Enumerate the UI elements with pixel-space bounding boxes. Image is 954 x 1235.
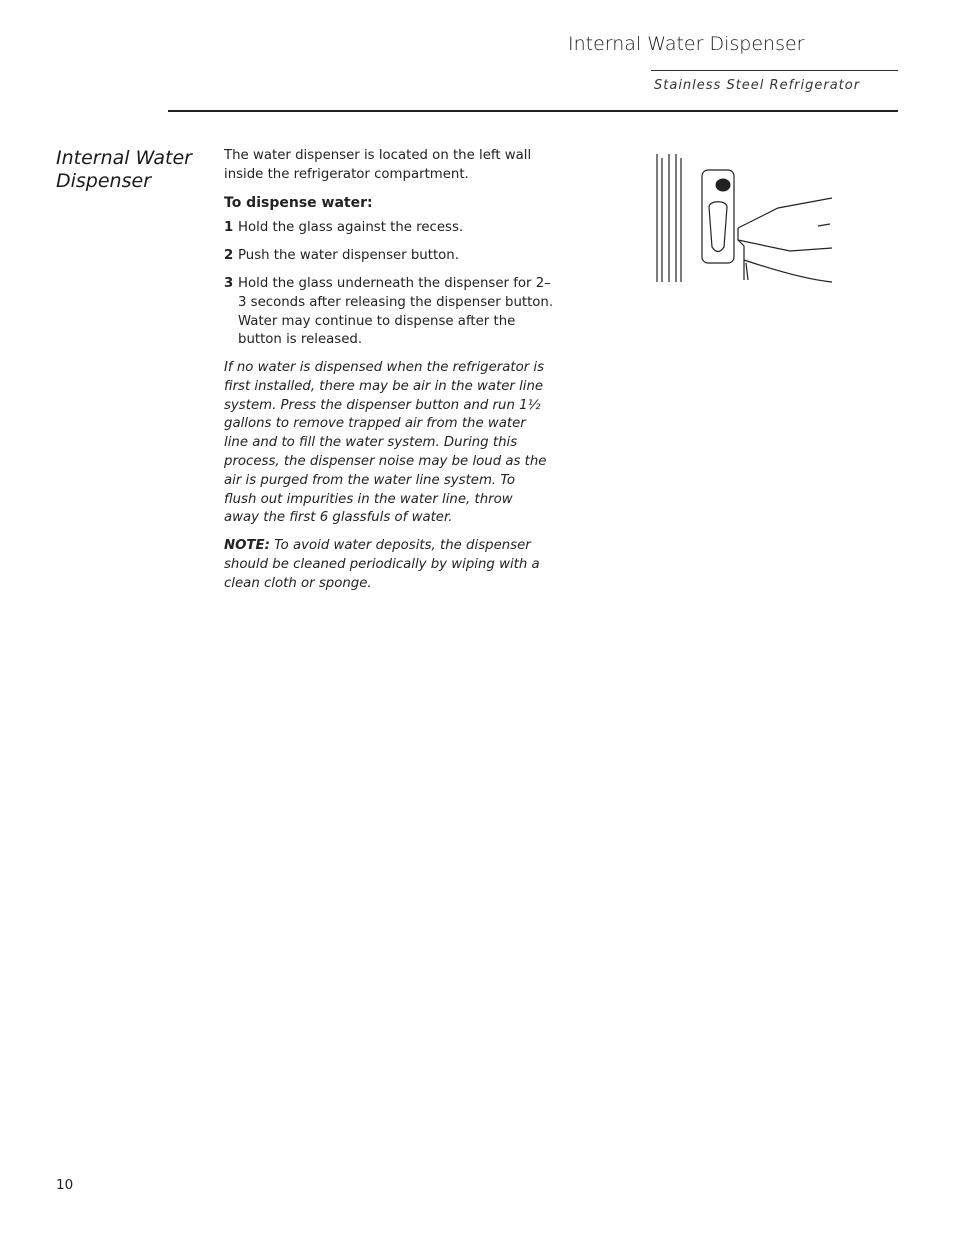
step-number: 2 <box>224 248 234 263</box>
step-item <box>224 247 554 266</box>
step-number: 3 <box>224 276 234 291</box>
step-text: Hold the glass underneath the dispenser for 2–3 seconds after releasing the dispenser button. Water may continue to dispense after the button is released. <box>238 276 554 348</box>
step-text: Push the water dispenser button. <box>238 248 459 263</box>
section-heading: Internal Water Dispenser <box>56 147 192 192</box>
dispenser-button-icon <box>716 179 731 192</box>
intro-paragraph: The water dispenser is located on the left wall inside the refrigerator compartment. <box>224 148 532 182</box>
steps-heading: To dispense water: <box>224 195 373 211</box>
page-number: 10 <box>56 1177 74 1193</box>
header-divider-short <box>651 70 898 71</box>
note-label: NOTE: <box>224 538 270 553</box>
air-in-line-note: If no water is dispensed when the refrigerator is first installed, there may be air in the water line system. Press the dispenser button and run 1½ gallons to remove trapped air from the water line and to fill the water system. During this process, the dispenser noise may be loud as the air is purged from the water line system. To flush out impurities in the water line, throw away the first 6 glassfuls of water. <box>224 360 547 526</box>
cleaning-note <box>224 537 544 593</box>
step-text: Hold the glass against the recess. <box>238 220 464 235</box>
note-text: To avoid water deposits, the dispenser should be cleaned periodically by wiping with a clean cloth or sponge. <box>224 538 540 591</box>
page-header-title: Internal Water Dispenser <box>568 33 805 55</box>
page-header-subtitle: Stainless Steel Refrigerator <box>654 78 861 93</box>
step-number: 1 <box>224 220 234 235</box>
step-item <box>224 275 554 350</box>
header-divider-long <box>168 110 898 112</box>
step-item <box>224 219 554 238</box>
water-dispenser-illustration-icon <box>650 150 835 285</box>
